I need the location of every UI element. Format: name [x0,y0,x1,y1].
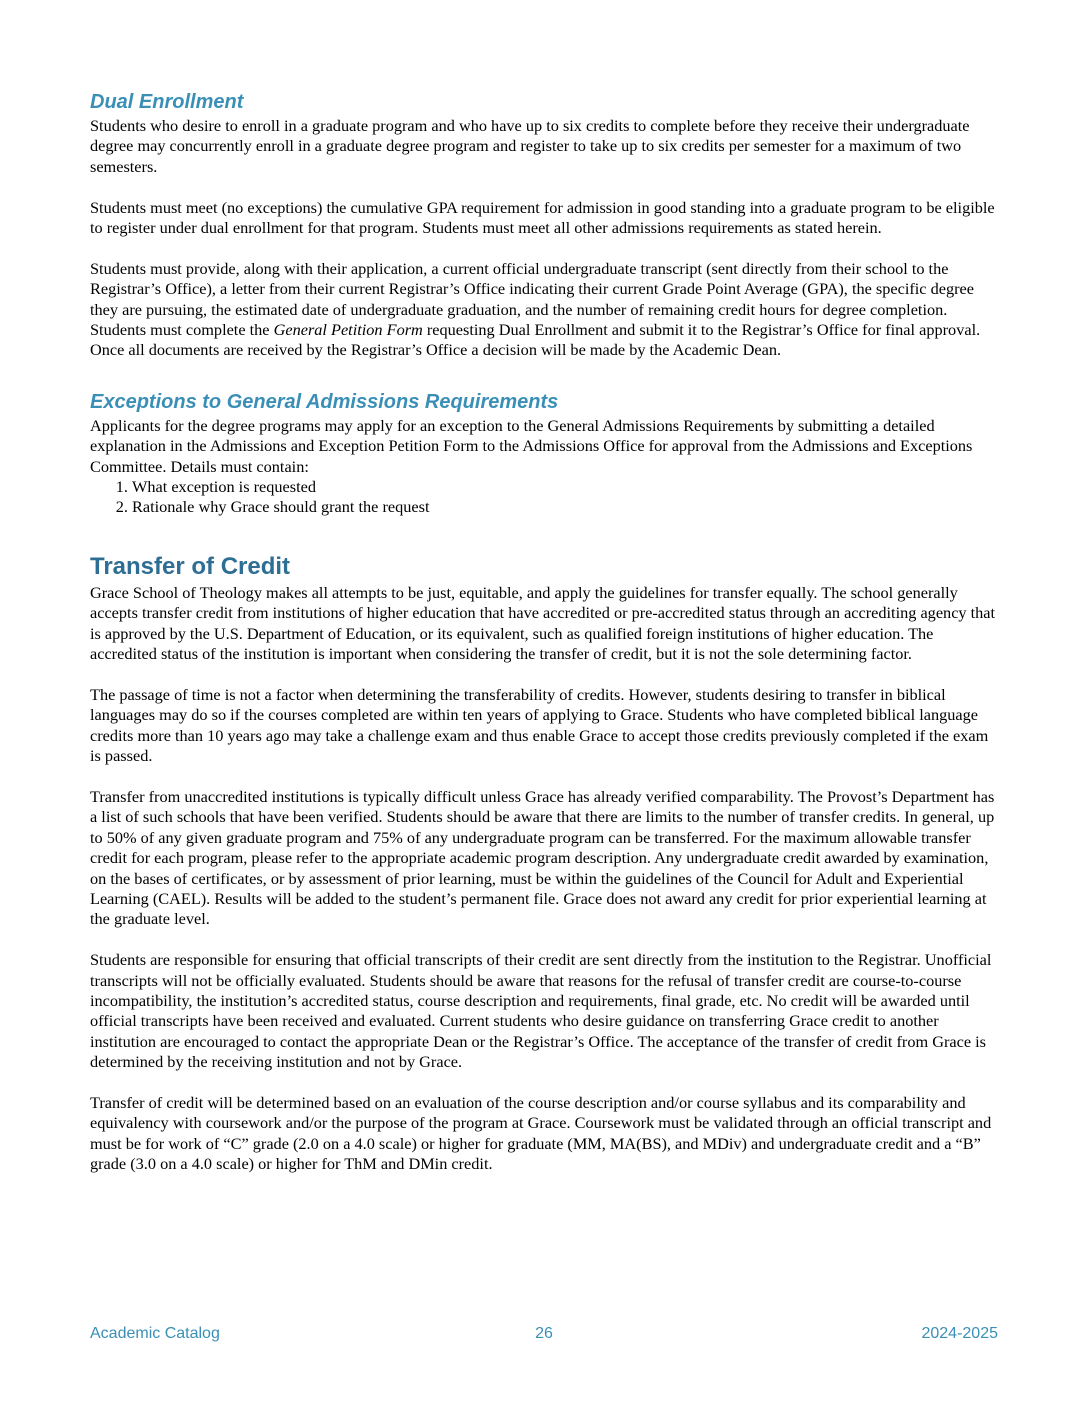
transfer-paragraph-3: Transfer from unaccredited institutions is typically difficult unless Grace has already verified comparability. The Provost’s Department has a list of such schools that have been verified. Students should be aware that there are limits to the number of transfer credits. In general, up to 50% of any given graduate program and 75% of any undergraduate program can be transferred. For the maximum allowable transfer credit for each program, please refer to the appropriate academic program description. Any undergraduate credit awarded by examination, on the bases of certificates, or by assessment of prior learning, must be within the guidelines of the Council for Adult and Experiential Learning (CAEL). Results will be added to the student’s permanent file. Grace does not award any credit for prior experiential learning at the graduate level. [90,786,995,929]
footer-academic-year: 2024-2025 [921,1325,998,1342]
list-item: 2. Rationale why Grace should grant the request [132,497,1000,517]
footer-catalog-title: Academic Catalog [90,1325,220,1342]
exceptions-paragraph-1: Applicants for the degree programs may apply for an exception to the General Admissions Requirements by submitting a detailed explanation in the Admissions and Exception Petition Form to the Admissions Office for approval from the Admissions and Exceptions Committee. Details must contain: [90,415,973,476]
dual-enrollment-paragraph-3-end: requesting Dual Enrollment and submit it to the Registrar’s Office for final approval. Once all documents are received by the Registrar’s Office a decision will be made by the Academic Dean. [90,320,981,360]
dual-enrollment-heading: Dual Enrollment [90,91,244,113]
list-item: 1. What exception is requested [132,477,1000,497]
general-petition-form-title: General Petition Form [273,320,423,340]
dual-enrollment-paragraph-1: Students who desire to enroll in a graduate program and who have up to six credits to complete before they receive their undergraduate degree may concurrently enroll in a graduate degree program and register to take up to six credits per semester for a maximum of two semesters. [90,116,970,176]
exceptions-heading: Exceptions to General Admissions Requirements [90,390,559,413]
footer-page-number: 26 [535,1325,553,1342]
page-content [90,88,1000,1175]
transfer-paragraph-4: Students are responsible for ensuring that official transcripts of their credit are sent directly from the institution to the Registrar. Unofficial transcripts will not be officially evaluated. Students should be aware that reasons for the refusal of transfer credit are course-to-course incompatibility, the institution’s accredited status, course description and requirements, final grade, etc. No credit will be awarded until official transcripts have been received and evaluated. Current students who desire guidance on transferring Grace credit to another institution are encouraged to contact the appropriate Dean or the Registrar’s Office. The acceptance of the transfer of credit from Grace is determined by the receiving institution and not by Grace. [90,950,992,1072]
dual-enrollment-paragraph-2: Students must meet (no exceptions) the cumulative GPA requirement for admission in good standing into a graduate program to be eligible to register under dual enrollment for that program. Students must meet all other admissions requirements as stated herein. [90,197,995,238]
dual-enrollment-paragraph-3-start: Students must provide, along with their application, a current official undergraduate transcript (sent directly from their school to the Registrar’s Office), a letter from their current Registrar’s Office indicating their current Grade Point Average (GPA), the specific degree they are pursuing, the estimated date of undergraduate graduation, and the number of remaining credit hours for degree completion. Students must complete the [90,258,974,340]
transfer-paragraph-1: Grace School of Theology makes all attempts to be just, equitable, and apply the guidelines for transfer equally. The school generally accepts transfer credit from institutions of higher education that have accredited or pre-accredited status through an accrediting agency that is approved by the U.S. Department of Education, or its equivalent, such as qualified foreign institutions of higher education. The accredited status of the institution is important when considering the transfer of credit, but it is not the sole determining factor. [90,582,996,664]
exceptions-list [90,477,1000,518]
dual-enrollment-paragraph-3 [90,259,1000,361]
transfer-paragraph-2: The passage of time is not a factor when determining the transferability of credits. However, students desiring to transfer in biblical languages may do so if the courses completed are within ten years of applying to Grace. Students who have completed biblical language credits more than 10 years ago may take a challenge exam and thus enable Grace to accept those credits previously completed if the exam is passed. [90,684,989,766]
transfer-paragraph-5: Transfer of credit will be determined based on an evaluation of the course description and/or course syllabus and its comparability and equivalency with coursework and/or the purpose of the program at Grace. Coursework must be validated through an official transcript and must be for work of “C” grade (2.0 on a 4.0 scale) or higher for graduate (MM, MA(BS), and MDiv) and undergraduate credit and a “B” grade (3.0 on a 4.0 scale) or higher for ThM and DMin credit. [90,1092,992,1174]
transfer-of-credit-heading: Transfer of Credit [90,552,291,580]
page-footer [90,1325,998,1347]
